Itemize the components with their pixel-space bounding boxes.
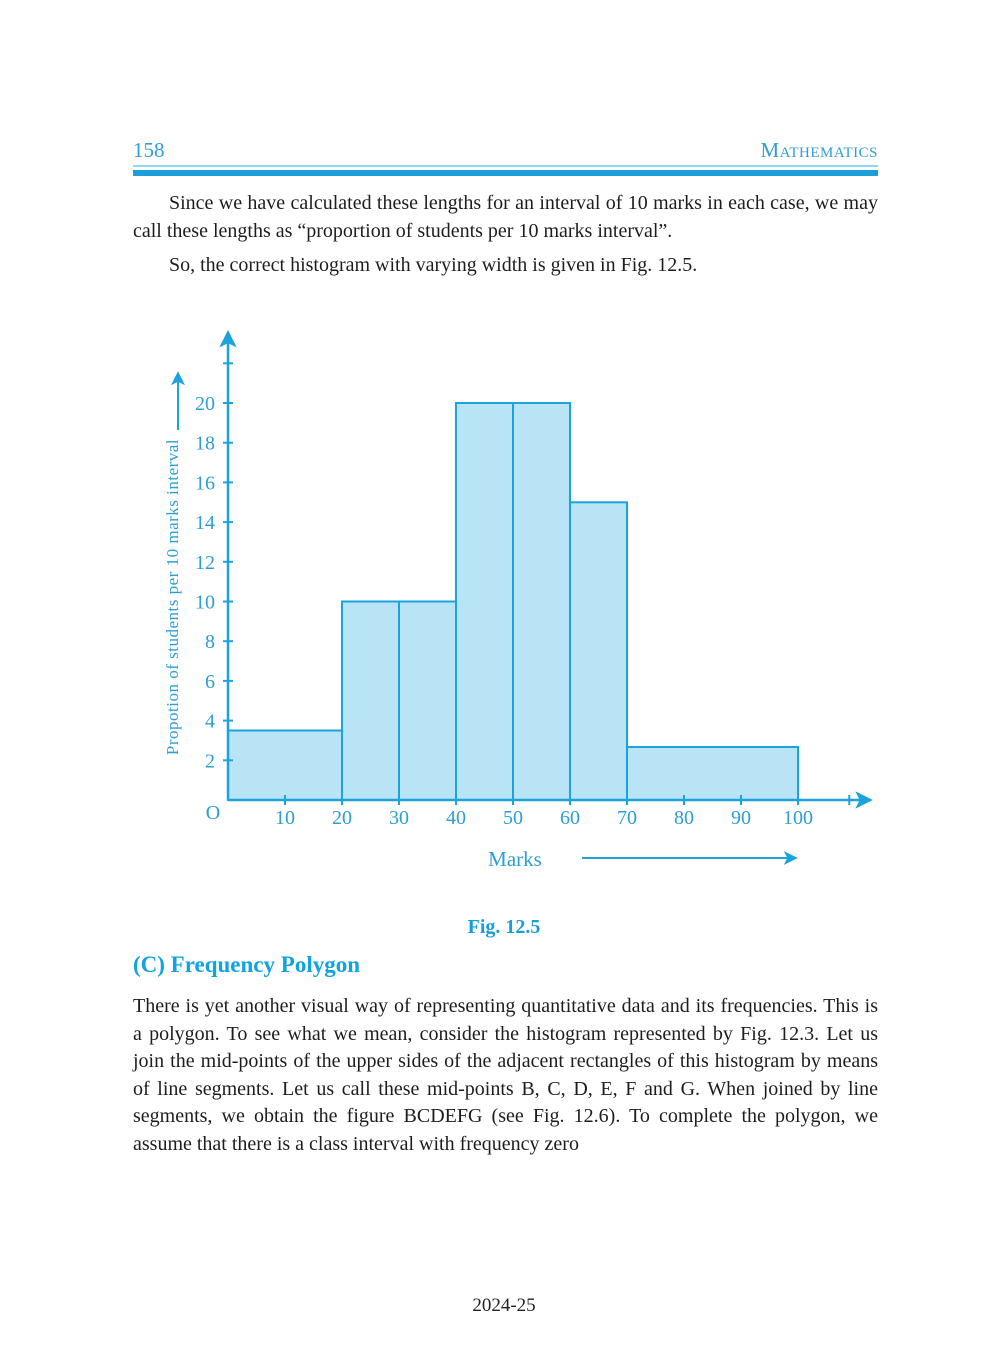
y-tick-label: 16 <box>195 472 215 495</box>
header-rule-thick <box>133 170 878 176</box>
y-tick-label: 10 <box>195 591 215 614</box>
x-tick-label: 70 <box>617 807 637 829</box>
y-tick-label: 18 <box>195 432 215 455</box>
figure-caption: Fig. 12.5 <box>467 916 541 938</box>
section-heading: (C) Frequency Polygon <box>133 952 361 977</box>
x-tick-label: 100 <box>783 807 813 829</box>
histogram-bar <box>228 731 342 801</box>
y-tick-label: 20 <box>195 393 215 415</box>
x-tick-label: 40 <box>446 807 466 829</box>
header-rule-thin <box>133 165 878 167</box>
paragraph-frequency-polygon: There is yet another visual way of representing quantitative data and its frequencies. This is a polygon. To see what we mean, consider the histogram represented by Fig. 12.3. Let us join the mid-points of the upper sides of the adjacent rectangles of this histogram by means of line segments. Let us call these mid-points B, C, D, E, F and G. When joined by line segments, we obtain the figure BCDEFG (see Fig. 12.6). To complete the polygon, we assume that there is a class interval with frequency zero <box>133 995 878 1155</box>
histogram-bar <box>570 502 627 800</box>
y-tick-label: 14 <box>195 512 215 535</box>
page-header <box>133 138 878 163</box>
x-axis-title: Marks <box>488 847 542 871</box>
paragraph-histogram-note: So, the correct histogram with varying width is given in Fig. 12.5. <box>169 254 698 276</box>
page-number: 158 <box>133 138 165 162</box>
x-tick-label: 20 <box>332 807 352 829</box>
y-tick-label: 12 <box>195 551 215 574</box>
paragraph-proportion: Since we have calculated these lengths for an interval of 10 marks in each case, we may call these lengths as “proportion of students per 10 marks interval”. <box>133 192 878 242</box>
y-axis-title: Propotion of students per 10 marks interval <box>163 438 182 756</box>
histogram-bar <box>456 403 513 800</box>
x-tick-label: 50 <box>503 807 523 829</box>
y-tick-label: 4 <box>205 710 215 733</box>
x-tick-label: 10 <box>275 807 295 829</box>
x-tick-label: 90 <box>731 807 751 829</box>
x-tick-label: 30 <box>389 807 409 829</box>
y-tick-label: 8 <box>205 631 215 654</box>
histogram-chart <box>130 330 890 875</box>
histogram-bars <box>228 403 798 800</box>
y-tick-label: 2 <box>205 750 215 773</box>
origin-label: O <box>205 802 221 824</box>
histogram-bar <box>627 747 798 800</box>
y-tick-label: 6 <box>205 670 215 693</box>
x-tick-label: 80 <box>674 807 694 829</box>
running-head: Mathematics <box>760 138 878 162</box>
footer-year: 2024-25 <box>472 1295 536 1316</box>
histogram-bar <box>399 602 456 801</box>
x-tick-label: 60 <box>560 807 580 829</box>
histogram-bar <box>513 403 570 800</box>
histogram-bar <box>342 602 399 801</box>
